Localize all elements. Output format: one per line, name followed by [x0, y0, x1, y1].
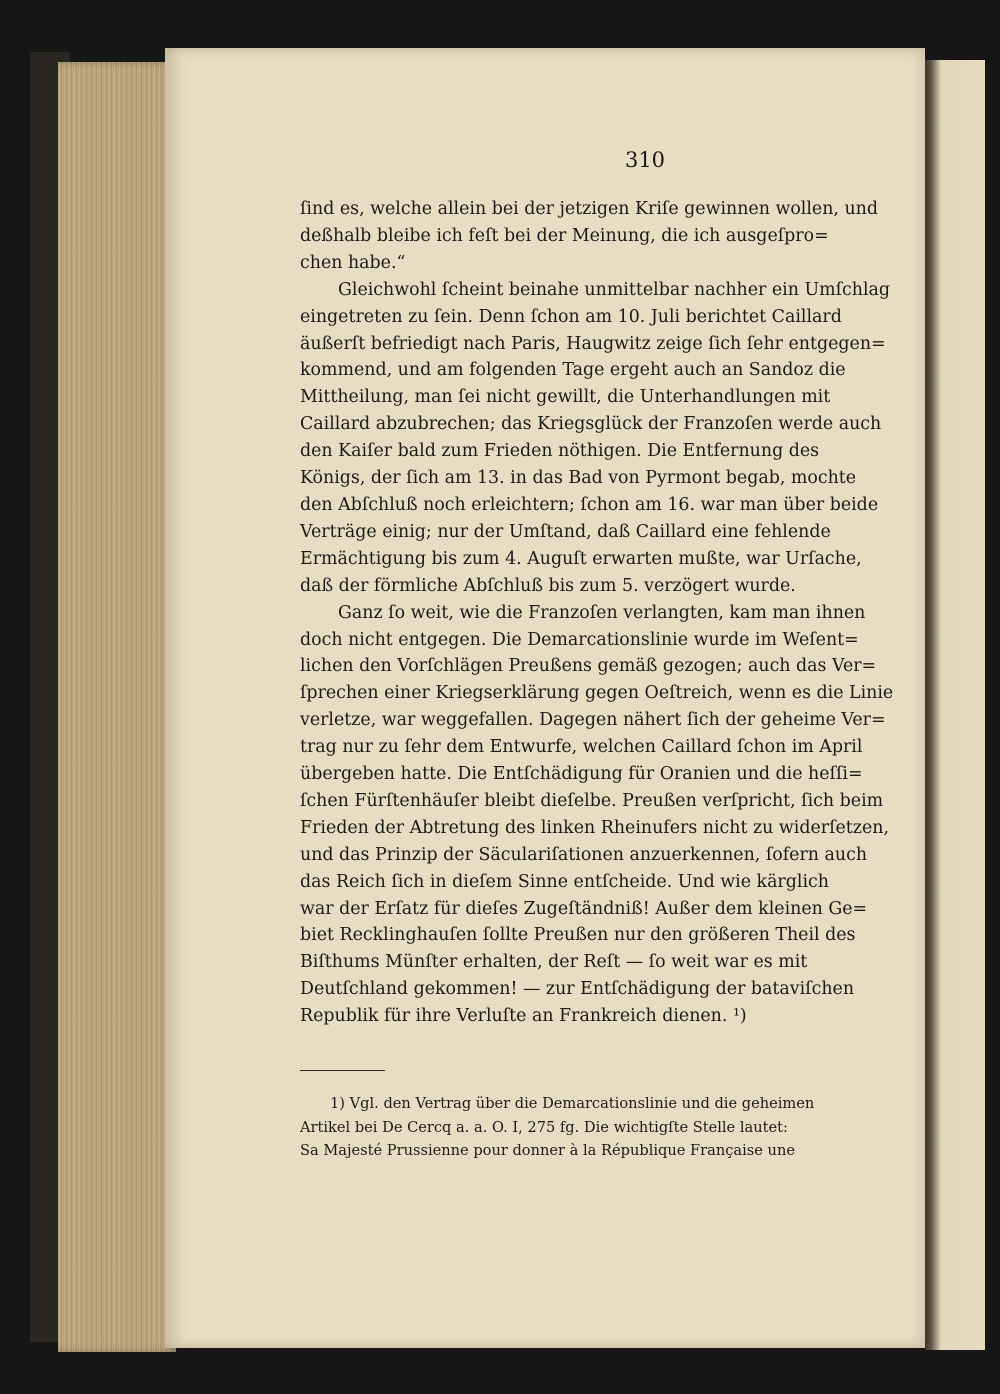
text-line: verletze, war weggefallen. Dagegen nähert ſich der geheime Ver=	[300, 710, 886, 731]
text-line: den Kaiſer bald zum Frieden nöthigen. Die Entfernung des	[300, 441, 820, 462]
text-line: Deutſchland gekommen! — zur Entſchädigung der bataviſchen	[300, 979, 855, 1000]
text-line: Königs, der ſich am 13. in das Bad von Pyrmont begab, mochte	[300, 468, 857, 489]
text-line: Caillard abzubrechen; das Kriegsglück der Franzoſen werde auch	[300, 414, 882, 435]
text-line: das Reich ſich in dieſem Sinne entſcheide. Und wie kärglich	[300, 871, 829, 892]
text-line: Verträge einig; nur der Umſtand, daß Caillard eine fehlende	[300, 521, 831, 542]
footnote-rule	[300, 1070, 385, 1071]
text-line: übergeben hatte. Die Entſchädigung für Oranien und die heſſi=	[300, 764, 863, 785]
text-line: daß der förmliche Abſchluß bis zum 5. verzögert wurde.	[300, 575, 796, 596]
text-line: biet Recklinghauſen ſollte Preußen nur den größeren Theil des	[300, 925, 856, 946]
facing-page-edge	[925, 60, 985, 1350]
text-line: doch nicht entgegen. Die Demarcationslinie wurde im Weſent=	[300, 629, 859, 650]
text-line: Mittheilung, man ſei nicht gewillt, die Unterhandlungen mit	[300, 387, 831, 408]
text-line: chen habe.“	[300, 252, 406, 273]
text-line: und das Prinzip der Säculariſationen anzuerkennen, ſofern auch	[300, 844, 868, 865]
footnote	[300, 1092, 848, 1163]
page-number: 310	[624, 148, 666, 172]
text-line: war der Erſatz für dieſes Zugeſtändniß! Außer dem kleinen Ge=	[300, 898, 868, 919]
page-edges	[58, 62, 176, 1352]
text-line: Biſthums Münſter erhalten, der Reſt — ſo weit war es mit	[300, 952, 808, 973]
text-line: ſprechen einer Kriegserklärung gegen Oeſtreich, wenn es die Linie	[300, 683, 894, 704]
text-line: lichen den Vorſchlägen Preußens gemäß gezogen; auch das Ver=	[300, 656, 877, 677]
text-line: Frieden der Abtretung des linken Rheinufers nicht zu widerſetzen,	[300, 817, 889, 838]
footnote-line: Artikel bei De Cercq a. a. O. I, 275 fg. Die wichtigſte Stelle lautet:	[300, 1118, 788, 1136]
footnote-line: 1) Vgl. den Vertrag über die Demarcationslinie und die geheimen	[330, 1095, 815, 1112]
text-line: trag nur zu ſehr dem Entwurfe, welchen Caillard ſchon im April	[300, 737, 863, 758]
footnote-line: Sa Majesté Prussienne pour donner à la République Française une	[300, 1142, 795, 1159]
text-line: Ganz ſo weit, wie die Franzoſen verlangten, kam man ihnen	[338, 602, 866, 623]
text-line: kommend, und am folgenden Tage ergeht auch an Sandoz die	[300, 360, 846, 381]
text-line: Republik für ihre Verluſte an Frankreich dienen. ¹)	[300, 1006, 747, 1027]
text-line: ſchen Fürſtenhäuſer bleibt dieſelbe. Preußen verſpricht, ſich beim	[300, 790, 884, 811]
text-line: Ermächtigung bis zum 4. Auguſt erwarten mußte, war Urſache,	[300, 548, 862, 569]
text-line: deßhalb bleibe ich feſt bei der Meinung, die ich ausgeſpro=	[300, 225, 829, 246]
text-line: den Abſchluß noch erleichtern; ſchon am 16. war man über beide	[300, 494, 879, 515]
body-text	[300, 196, 894, 1030]
book-page	[165, 48, 925, 1348]
text-line: eingetreten zu ſein. Denn ſchon am 10. Juli berichtet Caillard	[300, 306, 842, 327]
text-line: äußerſt befriedigt nach Paris, Haugwitz zeige ſich ſehr entgegen=	[300, 333, 886, 354]
text-line: ſind es, welche allein bei der jetzigen Kriſe gewinnen wollen, und	[300, 199, 879, 219]
text-line: Gleichwohl ſcheint beinahe unmittelbar nachher ein Umſchlag	[338, 279, 891, 300]
